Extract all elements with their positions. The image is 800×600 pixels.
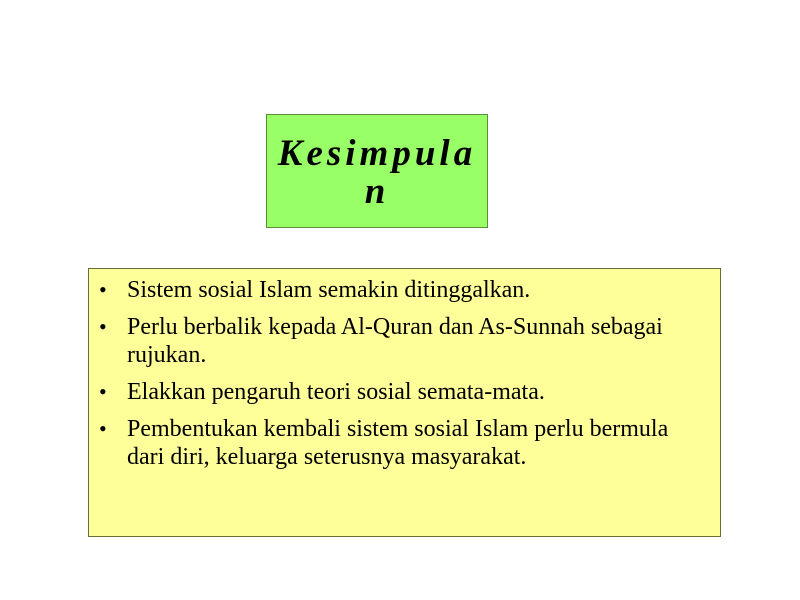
list-item (99, 276, 699, 304)
bullet-text: Pembentukan kembali sistem sosial Islam perlu bermula dari diri, keluarga seterusnya masyarakat. (127, 416, 669, 470)
list-item (99, 378, 699, 406)
title-box (266, 114, 488, 228)
list-item (99, 313, 699, 369)
list-item (99, 415, 699, 471)
bullet-text: Elakkan pengaruh teori sosial semata-mata. (127, 379, 545, 405)
bullet-text: Sistem sosial Islam semakin ditinggalkan. (127, 277, 531, 303)
slide-title: Kesimpulan (277, 133, 477, 212)
bullet-list (99, 276, 699, 480)
bullet-icon: • (99, 314, 107, 339)
bullet-icon: • (99, 277, 107, 302)
content-box (88, 268, 721, 537)
bullet-icon: • (99, 416, 107, 441)
bullet-text: Perlu berbalik kepada Al-Quran dan As-Sunnah sebagai rujukan. (127, 314, 663, 368)
bullet-icon: • (99, 379, 107, 404)
